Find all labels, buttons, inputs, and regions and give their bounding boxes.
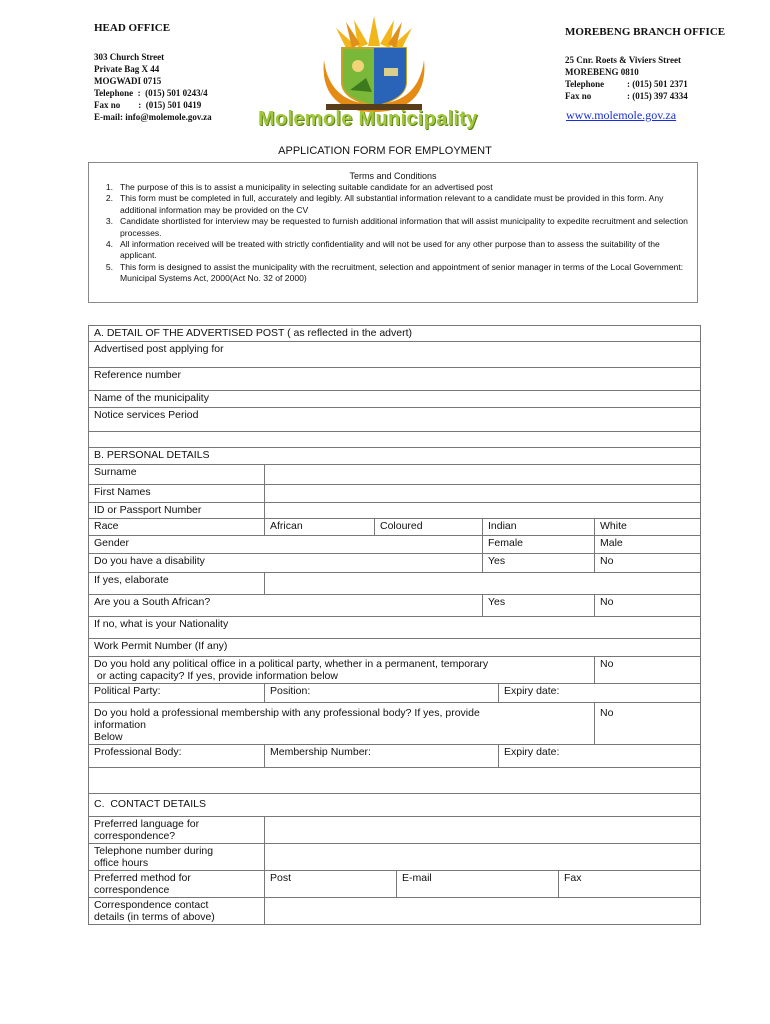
political-party-label[interactable]: Political Party: [89, 684, 265, 703]
preferred-language-label: Preferred language for correspondence? [89, 817, 265, 844]
disability-yes[interactable]: Yes [483, 554, 595, 573]
form-table [88, 325, 701, 925]
preferred-method-label: Preferred method for correspondence [89, 871, 265, 898]
branch-fax: : (015) 397 4334 [627, 91, 688, 101]
gender-label: Gender [89, 536, 483, 554]
contact-details-input[interactable] [265, 898, 701, 925]
surname-input[interactable] [265, 465, 701, 485]
telephone-input[interactable] [265, 844, 701, 871]
advertised-post-field[interactable]: Advertised post applying for [89, 342, 701, 368]
blank-row [89, 432, 701, 448]
gender-option-male[interactable]: Male [595, 536, 701, 554]
head-office-line: Private Bag X 44 [94, 64, 160, 74]
telephone-label: Telephone number during office hours [89, 844, 265, 871]
head-office-address [94, 22, 212, 123]
branch-telephone: : (015) 501 2371 [627, 79, 688, 89]
method-option-email[interactable]: E-mail [397, 871, 559, 898]
contact-details-label: Correspondence contact details (in terms of above) [89, 898, 265, 925]
race-label: Race [89, 519, 265, 536]
method-option-post[interactable]: Post [265, 871, 397, 898]
first-names-input[interactable] [265, 485, 701, 503]
head-office-line: 303 Church Street [94, 52, 165, 62]
municipality-name-field[interactable]: Name of the municipality [89, 391, 701, 408]
disability-label: Do you have a disability [89, 554, 483, 573]
section-c-heading: C. CONTACT DETAILS [89, 794, 701, 817]
terms-list [89, 182, 697, 285]
branch-town: MOREBENG 0810 [565, 67, 639, 77]
terms-item: 5. This form is designed to assist the municipality with the recruitment, selection and appointment of senior manager in terms of the Local Government: Municipal Systems Act, 2000(Act No. 32 of 2000) [105, 261, 684, 284]
head-office-line: MOGWADI 0715 [94, 76, 162, 86]
head-office-line: Fax no : (015) 501 0419 [94, 100, 202, 110]
head-office-title: HEAD OFFICE [94, 22, 171, 34]
branch-street: 25 Cnr. Roets & Viviers Street [565, 55, 681, 65]
position-label[interactable]: Position: [265, 684, 499, 703]
political-office-no[interactable]: No [595, 657, 701, 684]
work-permit-field[interactable]: Work Permit Number (If any) [89, 639, 701, 657]
south-african-yes[interactable]: Yes [483, 595, 595, 617]
terms-heading: Terms and Conditions [349, 171, 437, 181]
notice-period-field[interactable]: Notice services Period [89, 408, 701, 432]
first-names-label: First Names [89, 485, 265, 503]
branch-office-address [565, 26, 725, 102]
political-office-question: Do you hold any political office in a political party, whether in a permanent, temporary or acting capacity? If yes, provide information below [89, 657, 595, 684]
surname-label: Surname [89, 465, 265, 485]
head-office-line: E-mail: info@molemole.gov.za [94, 112, 212, 122]
method-option-fax[interactable]: Fax [559, 871, 701, 898]
membership-no[interactable]: No [595, 703, 701, 745]
branch-office-title: MOREBENG BRANCH OFFICE [565, 26, 726, 38]
disability-no[interactable]: No [595, 554, 701, 573]
membership-expiry-label[interactable]: Expiry date: [499, 745, 701, 768]
head-office-line: Telephone : (015) 501 0243/4 [94, 88, 208, 98]
membership-question: Do you hold a professional membership with any professional body? If yes, provide information Below [89, 703, 595, 745]
branch-fax-label: Fax no [565, 91, 592, 101]
race-option-african[interactable]: African [265, 519, 375, 536]
south-african-no[interactable]: No [595, 595, 701, 617]
section-b-heading: B. PERSONAL DETAILS [89, 448, 701, 465]
application-form [88, 325, 700, 925]
preferred-language-input[interactable] [265, 817, 701, 844]
terms-item: 1. The purpose of this is to assist a municipality in selecting suitable candidate for an advertised post [105, 182, 493, 192]
id-input[interactable] [265, 503, 701, 519]
elaborate-label: If yes, elaborate [89, 573, 265, 595]
terms-box [88, 162, 698, 303]
race-option-coloured[interactable]: Coloured [375, 519, 483, 536]
south-african-label: Are you a South African? [89, 595, 483, 617]
terms-item: 4. All information received will be treated with strictly confidentiality and will not be used for any other purpose than to assess the suitability of the applicant. [105, 239, 660, 261]
gender-option-female[interactable]: Female [483, 536, 595, 554]
terms-item: 2. This form must be completed in full, accurately and legibly. All substantial information relevant to a candidate must be provided in this form. Any additional information may be provided on the CV [105, 193, 664, 215]
membership-number-label[interactable]: Membership Number: [265, 745, 499, 768]
website-link[interactable]: www.molemole.gov.za [566, 108, 677, 122]
nationality-field[interactable]: If no, what is your Nationality [89, 617, 701, 639]
political-expiry-label[interactable]: Expiry date: [499, 684, 701, 703]
reference-number-field[interactable]: Reference number [89, 368, 701, 391]
race-option-white[interactable]: White [595, 519, 701, 536]
elaborate-input[interactable] [265, 573, 701, 595]
id-label: ID or Passport Number [89, 503, 265, 519]
branch-telephone-label: Telephone [565, 79, 605, 89]
logo-wordmark: Molemole Municipality [258, 108, 478, 130]
form-title: APPLICATION FORM FOR EMPLOYMENT [278, 145, 492, 157]
professional-body-label[interactable]: Professional Body: [89, 745, 265, 768]
race-option-indian[interactable]: Indian [483, 519, 595, 536]
blank-row [89, 768, 701, 794]
section-a-heading: A. DETAIL OF THE ADVERTISED POST ( as reflected in the advert) [89, 326, 701, 342]
terms-item: 3. Candidate shortlisted for interview may be requested to furnish additional information that will assist municipality to expedite recruitment and selection processes. [105, 216, 688, 238]
